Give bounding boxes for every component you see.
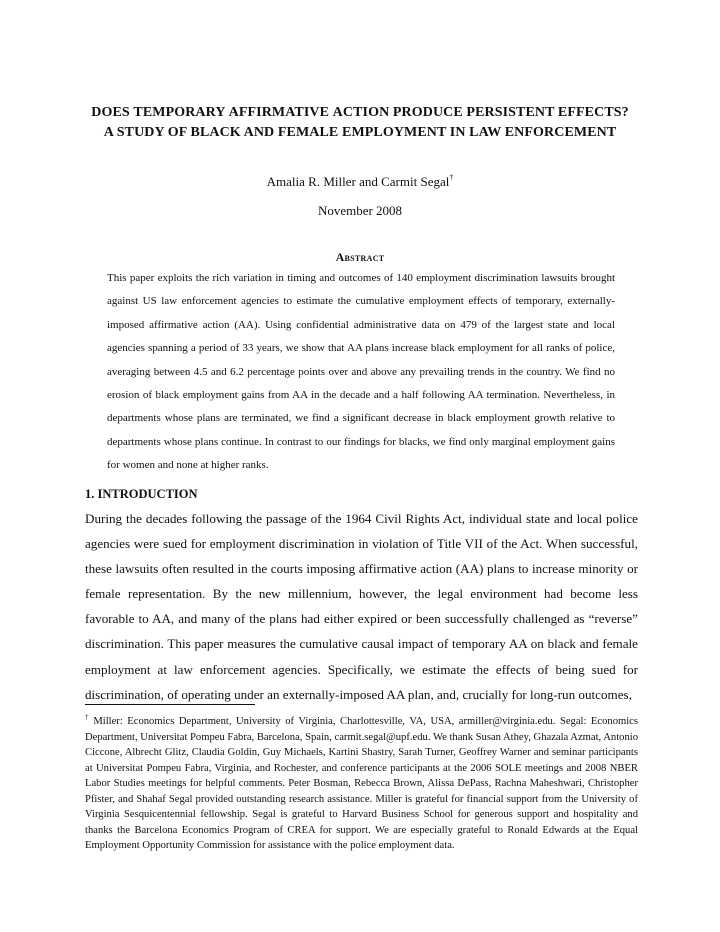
title-rest: ERSISTENT: [475, 105, 558, 120]
abstract-text: This paper exploits the rich variation in timing and outcomes of 140 employment discrimination lawsuits brought against US law enforcement agencies to estimate the cumulative employment effects of temporary, externally-imposed affirmative action (AA). Using confidential administrative data on 479 of the largest state and local agencies spanning a period of 33 years, we show that AA plans increase black employment for all ranks of police, averaging between 4.5 and 6.2 percentage points over and above any prevailing trends in the country. We find no erosion of black employment gains from AA in the decade and a half following AA termination. Nevertheless, in departments whose plans are terminated, we find a significant decrease in black employment growth relative to departments whose plans continue. In contrast to our findings for blacks, we find only marginal employment gains for women and none at higher ranks.: [107, 272, 615, 472]
title-word: [91, 105, 133, 120]
title-rest: EMPORARY: [142, 105, 229, 120]
title-word: [133, 105, 228, 120]
title-rest: LACK AND: [199, 125, 278, 140]
title-cap: A: [103, 125, 117, 140]
title-cap: P: [466, 105, 476, 120]
title-cap: P: [392, 105, 402, 120]
title-cap: B: [190, 125, 200, 140]
title-rest: TUDY OF: [124, 125, 191, 140]
section-number: 1.: [85, 487, 95, 501]
title-cap: F: [277, 125, 287, 140]
title-word: [393, 105, 467, 120]
title-word: [104, 125, 117, 140]
title-word: [278, 125, 342, 140]
title-rest: FFECTS?: [567, 105, 629, 120]
title-rest: AW: [478, 125, 505, 140]
title-cap: L: [469, 125, 479, 140]
title-word: [229, 105, 333, 120]
footnote: [85, 710, 638, 854]
title-cap: E: [341, 125, 352, 140]
paper-title: [0, 103, 720, 143]
title-rest: MPLOYMENT IN: [351, 125, 470, 140]
title-word: [191, 125, 278, 140]
title-rest: NFORCEMENT: [514, 125, 617, 140]
title-cap: A: [332, 105, 343, 120]
section-title: [98, 487, 198, 501]
footnote-text: Miller: Economics Department, University of Virginia, Charlottesville, VA, USA, armiller@virginia.edu. Segal: Economics Department, Universitat Pompeu Fabra, Barcelona, Spain, carmit.segal@upf.edu. We thank Susan Athey, Ghazala Azmat, Antonio Ciccone, Albrecht Glitz, Claudia Goldin, Guy Michaels, Kartini Shastry, Sarah Turner, Geoffrey Warner and seminar participants at Universitat Pompeu Fabra, Virginia, and Rochester, and conference participants at the 2006 SOLE meetings and 2008 NBER Labor Studies meetings for helpful comments. Peter Bosman, Rebecca Brown, Alissa DePass, Rachna Maheshwari, Christopher Pfister, and Shahaf Segal provided outstanding research assistance. Miller is grateful for financial support from the University of Virginia Sesquicentennial fellowship. Segal is grateful to Harvard Business School for generous support and hospitality and thanks the Barcelona Economics Program of CREA for support. We are especially grateful to Ronald Edwards at the Equal Employment Opportunity Commission for assistance with the police employment data.: [85, 716, 639, 851]
abstract-heading: Abstract: [335, 250, 385, 264]
title-rest: CTION: [342, 105, 393, 120]
title-word: [466, 105, 558, 120]
title-word: [333, 105, 393, 120]
title-rest: RODUCE: [401, 105, 467, 120]
title-rest: OES: [101, 105, 134, 120]
author-footnote-mark: †: [449, 173, 454, 182]
section-heading: [85, 487, 198, 502]
title-word: [505, 125, 617, 140]
title-cap: D: [91, 105, 102, 120]
author-line: [0, 173, 720, 190]
section-title-rest: NTRODUCTION: [102, 487, 198, 501]
title-cap: T: [133, 105, 143, 120]
section-title-cap: I: [97, 487, 103, 501]
footnote-mark: †: [85, 713, 91, 721]
title-cap: E: [504, 125, 515, 140]
title-cap: S: [116, 125, 125, 140]
title-word: [117, 125, 191, 140]
title-line-1: [0, 103, 720, 123]
title-rest: FFIRMATIVE: [238, 105, 333, 120]
title-cap: A: [228, 105, 239, 120]
title-word: [469, 125, 505, 140]
title-cap: E: [557, 105, 568, 120]
title-word: [558, 105, 629, 120]
title-line-2: [0, 123, 720, 143]
authors: Amalia R. Miller and Carmit Segal: [266, 174, 450, 189]
introduction-paragraph: During the decades following the passage of the 1964 Civil Rights Act, individual state and local police agencies were sued for employment discrimination in violation of Title VII of the Act. When successful, these lawsuits often resulted in the courts imposing affirmative action (AA) plans to increase minority or female representation. By the new millennium, however, the legal environment had become less favorable to AA, and many of the plans had either expired or been successfully challenged as “reverse” discrimination. This paper measures the cumulative causal impact of temporary AA on black and female employment at law enforcement agencies. Specifically, we estimate the effects of being sued for discrimination, of operating under an externally-imposed AA plan, and, crucially for long-run outcomes,: [85, 511, 638, 702]
publication-date: November 2008: [317, 203, 403, 218]
title-rest: EMALE: [286, 125, 342, 140]
footnote-divider: [85, 704, 255, 705]
title-word: [342, 125, 469, 140]
